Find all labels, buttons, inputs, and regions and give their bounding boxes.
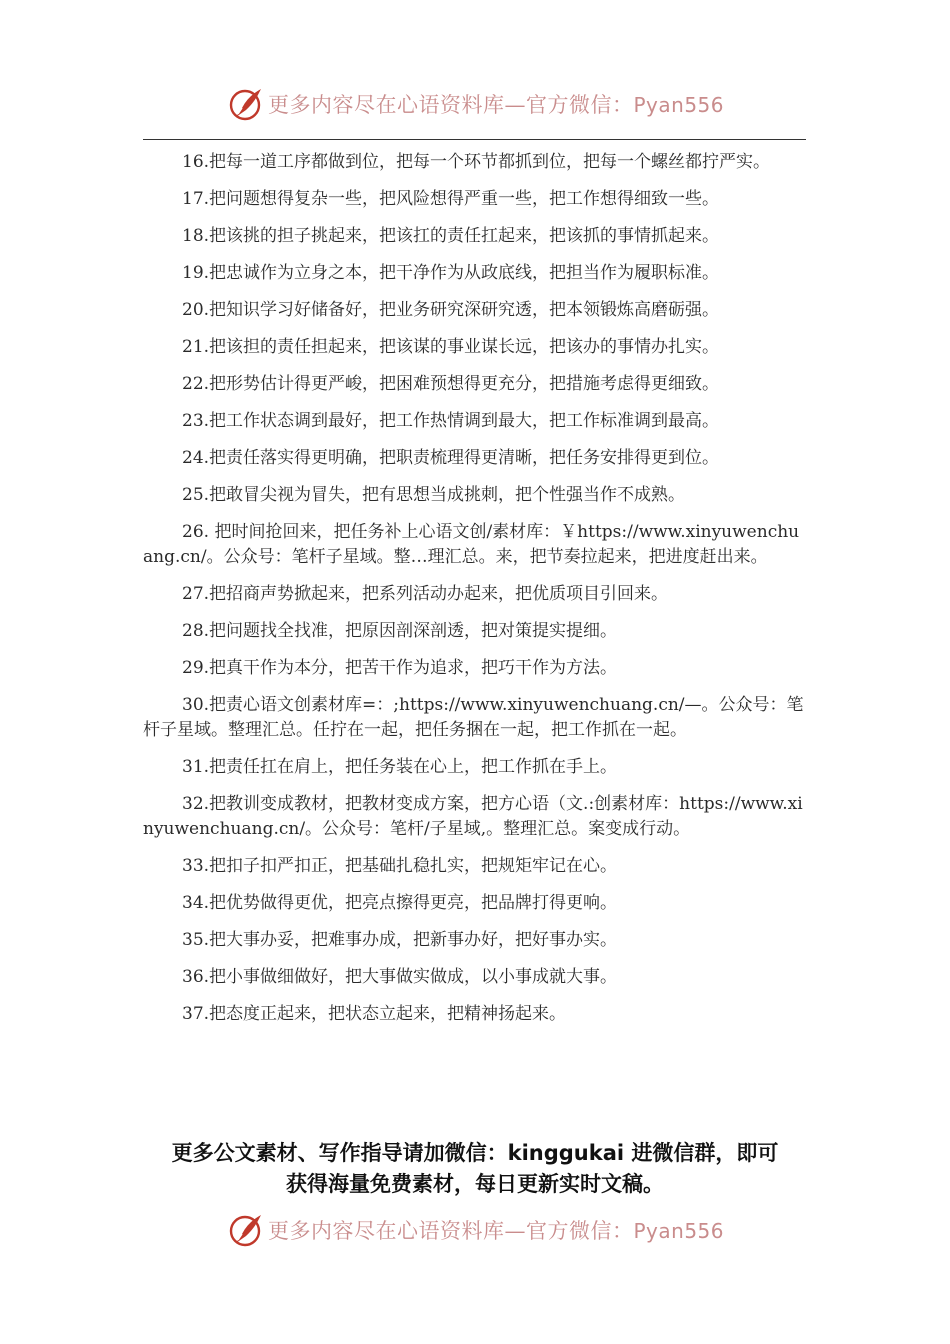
banner-site-name: 更多内容尽在心语资料库 bbox=[268, 93, 505, 117]
quill-logo-icon bbox=[228, 86, 264, 122]
list-item: 28.把问题找全找准，把原因剖深剖透，把对策提实提细。 bbox=[182, 621, 618, 641]
list-item: 19.把忠诚作为立身之本，把干净作为从政底线，把担当作为履职标准。 bbox=[182, 263, 720, 283]
list-item: 31.把责任扛在肩上，把任务装在心上，把工作抓在手上。 bbox=[182, 757, 618, 777]
list-item: 20.把知识学习好储备好，把业务研究深研究透，把本领锻炼高磨砺强。 bbox=[182, 300, 720, 320]
list-item: 17.把问题想得复杂一些，把风险想得严重一些，把工作想得细致一些。 bbox=[182, 189, 720, 209]
header-rule bbox=[143, 139, 806, 140]
list-item: 34.把优势做得更优，把亮点擦得更亮，把品牌打得更响。 bbox=[182, 893, 618, 913]
quill-logo-icon bbox=[228, 1212, 264, 1248]
list-item: 36.把小事做细做好，把大事做实做成，以小事成就大事。 bbox=[182, 967, 618, 987]
list-item: 25.把敢冒尖视为冒失，把有思想当成挑刺，把个性强当作不成熟。 bbox=[182, 485, 686, 505]
list-item: 27.把招商声势掀起来，把系列活动办起来，把优质项目引回来。 bbox=[182, 584, 669, 604]
banner-contact-label: 官方微信： bbox=[526, 1219, 634, 1243]
list-item: 35.把大事办妥，把难事办成，把新事办好，把好事办实。 bbox=[182, 930, 618, 950]
banner-contact-id: Pyan556 bbox=[633, 1219, 725, 1243]
list-item: 32.把教训变成教材，把教材变成方案，把方心语（文.:创素材库：https://www.xinyuwenchuang.cn/。公众号：笔杆/子星域,。整理汇总。案变成行动。 bbox=[143, 794, 803, 839]
banner-contact-label: 官方微信： bbox=[526, 93, 634, 117]
banner-text bbox=[268, 89, 724, 119]
footer-banner-inner bbox=[228, 1208, 724, 1252]
list-item: 29.把真干作为本分，把苦干作为追求，把巧干作为方法。 bbox=[182, 658, 618, 678]
list-item: 23.把工作状态调到最好，把工作热情调到最大，把工作标准调到最高。 bbox=[182, 411, 720, 431]
list-item: 18.把该挑的担子挑起来，把该扛的责任扛起来，把该抓的事情抓起来。 bbox=[182, 226, 720, 246]
banner-text bbox=[268, 1215, 724, 1245]
header-banner bbox=[0, 82, 950, 126]
promo-note bbox=[140, 1138, 810, 1200]
list-item: 33.把扣子扣严扣正，把基础扎稳扎实，把规矩牢记在心。 bbox=[182, 856, 618, 876]
banner-separator: — bbox=[504, 93, 526, 117]
list-item: 21.把该担的责任担起来，把该谋的事业谋长远，把该办的事情办扎实。 bbox=[182, 337, 720, 357]
list-item: 26. 把时间抢回来，把任务补上心语文创/素材库：￥https://www.xinyuwenchuang.cn/。公众号：笔杆子星域。整…理汇总。来，把节奏拉起来，把进度赶出来。 bbox=[143, 522, 800, 567]
banner-site-name: 更多内容尽在心语资料库 bbox=[268, 1219, 505, 1243]
banner-separator: — bbox=[504, 1219, 526, 1243]
list-item: 24.把责任落实得更明确，把职责梳理得更清晰，把任务安排得更到位。 bbox=[182, 448, 720, 468]
header-banner-inner bbox=[228, 82, 724, 126]
document-body bbox=[143, 150, 808, 1039]
promo-note-line-1: 更多公文素材、写作指导请加微信：kinggukai 进微信群，即可 bbox=[171, 1141, 779, 1165]
list-item: 37.把态度正起来，把状态立起来，把精神扬起来。 bbox=[182, 1004, 567, 1024]
list-item: 22.把形势估计得更严峻，把困难预想得更充分，把措施考虑得更细致。 bbox=[182, 374, 720, 394]
promo-note-line-2: 获得海量免费素材，每日更新实时文稿。 bbox=[286, 1172, 664, 1196]
list-item: 16.把每一道工序都做到位，把每一个环节都抓到位，把每一个螺丝都拧严实。 bbox=[182, 152, 771, 172]
list-item: 30.把责心语文创素材库=：;https://www.xinyuwenchuang.cn/—。公众号：笔杆子星域。整理汇总。任拧在一起，把任务捆在一起，把工作抓在一起。 bbox=[143, 695, 804, 740]
banner-contact-id: Pyan556 bbox=[633, 93, 725, 117]
footer-banner bbox=[0, 1208, 950, 1252]
